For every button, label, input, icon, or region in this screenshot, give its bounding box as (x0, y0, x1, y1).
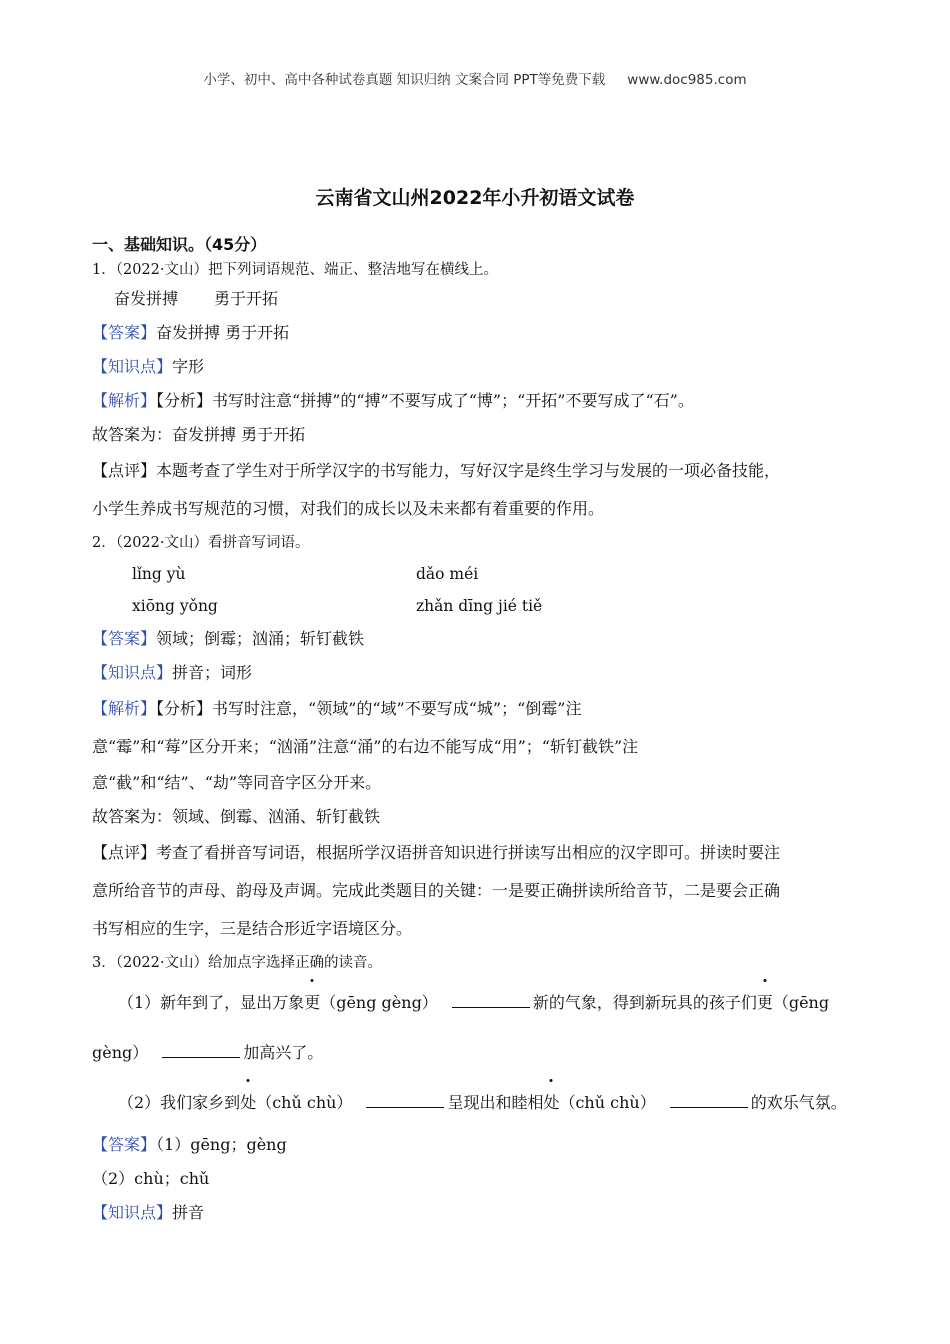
analysis-tag: 【解析】 (92, 391, 157, 410)
pinyin-options: （gēng gèng） (320, 993, 438, 1012)
dotted-char: 处 (240, 1078, 256, 1128)
comment-text: 考查了看拼音写词语，根据所学汉语拼音知识进行拼读写出相应的汉字即可。拼读时要注 (156, 843, 781, 862)
question-1-words (92, 282, 852, 316)
answer-text: （1）gēng；gèng (156, 1135, 287, 1154)
question-3-answer-cont: （2）chù；chǔ (92, 1169, 210, 1188)
word-1: 奋发拼搏 (114, 289, 179, 308)
pinyin-row-1 (92, 558, 852, 590)
answer-blank[interactable] (366, 1091, 444, 1108)
sentence-text: 呈现出和睦相 (447, 1093, 544, 1112)
question-1-answer (92, 316, 852, 350)
question-1-comment-cont: 小学生养成书写规范的习惯，对我们的成长以及未来都有着重要的作用。 (92, 499, 605, 518)
pinyin-1: lǐng yù (132, 565, 186, 583)
knowledge-text: 拼音；词形 (172, 663, 253, 682)
question-2-comment (92, 834, 852, 872)
answer-text: 奋发拼搏 勇于开拓 (156, 323, 290, 342)
answer-blank[interactable] (162, 1041, 240, 1058)
page-header (0, 68, 950, 88)
question-3-knowledge (92, 1196, 852, 1230)
analysis-text: 【分析】书写时注意，“领域”的“域”不要写成“城”；“倒霉”注 (156, 699, 582, 718)
word-2: 勇于开拓 (214, 289, 279, 308)
pinyin-options: （gēng (772, 993, 830, 1012)
document-body (92, 232, 852, 1230)
answer-blank[interactable] (452, 991, 530, 1008)
sentence-text: 的欢乐气氛。 (750, 1093, 847, 1112)
question-2-analysis-cont: 意“霉”和“莓”区分开来；“汹涌”注意“涌”的右边不能写成“用”；“斩钉截铁”注 (92, 737, 639, 756)
knowledge-text: 拼音 (172, 1203, 205, 1222)
question-1-analysis (92, 384, 852, 418)
question-3-sentence-2 (92, 1078, 852, 1128)
question-1-knowledge (92, 350, 852, 384)
answer-tag: 【答案】 (92, 1135, 157, 1154)
question-2-conclusion: 故答案为：领域、倒霉、汹涌、斩钉截铁 (92, 807, 381, 826)
answer-tag: 【答案】 (92, 323, 157, 342)
question-3-stem: 3．（2022·文山）给加点字选择正确的读音。 (92, 955, 382, 971)
comment-tag: 【点评】 (92, 843, 157, 862)
answer-tag: 【答案】 (92, 629, 157, 648)
answer-text: 领域；倒霉；汹涌；斩钉截铁 (156, 629, 365, 648)
dotted-char: 更 (757, 978, 773, 1028)
question-2-comment-cont: 意所给音节的声母、韵母及声调。完成此类题目的关键：一是要正确拼读所给音节，二是要会正确 (92, 881, 781, 900)
question-1-comment (92, 452, 852, 490)
pinyin-3: xiōng yǒng (132, 597, 218, 615)
comment-tag: 【点评】 (92, 461, 157, 480)
sentence-text: 加高兴了。 (243, 1043, 324, 1062)
pinyin-options: （chǔ chù） (256, 1093, 353, 1112)
question-2-knowledge (92, 656, 852, 690)
section-heading: 一、基础知识。（45分） (92, 235, 267, 254)
sentence-text: （2）我们家乡到 (118, 1093, 241, 1112)
pinyin-row-2 (92, 590, 852, 622)
question-2-analysis (92, 690, 852, 728)
question-3-sentence-1-cont (92, 1028, 852, 1078)
sentence-text: （1）新年到了，显出万象 (118, 993, 305, 1012)
pinyin-options: gèng） (92, 1043, 149, 1062)
knowledge-tag: 【知识点】 (92, 1203, 173, 1222)
dotted-char: 更 (304, 978, 320, 1028)
pinyin-2: dǎo méi (416, 565, 479, 583)
pinyin-options: （chǔ chù） (559, 1093, 656, 1112)
header-url[interactable]: www.doc985.com (627, 72, 747, 88)
analysis-text: 【分析】书写时注意“拼搏”的“搏”不要写成了“博”；“开拓”不要写成了“石”。 (156, 391, 694, 410)
sentence-text: 新的气象，得到新玩具的孩子们 (532, 993, 757, 1012)
page-title: 云南省文山州2022年小升初语文试卷 (315, 187, 635, 209)
knowledge-tag: 【知识点】 (92, 357, 173, 376)
question-2-stem: 2．（2022·文山）看拼音写词语。 (92, 535, 310, 551)
knowledge-tag: 【知识点】 (92, 663, 173, 682)
header-text: 小学、初中、高中各种试卷真题 知识归纳 文案合同 PPT等免费下载 (203, 72, 606, 88)
question-3-sentence-1 (92, 978, 852, 1028)
question-1-conclusion: 故答案为：奋发拼搏 勇于开拓 (92, 425, 306, 444)
answer-blank[interactable] (670, 1091, 748, 1108)
pinyin-4: zhǎn dīng jié tiě (416, 597, 543, 615)
question-2-comment-cont2: 书写相应的生字，三是结合形近字语境区分。 (92, 919, 413, 938)
knowledge-text: 字形 (172, 357, 205, 376)
comment-text: 本题考查了学生对于所学汉字的书写能力，写好汉字是终生学习与发展的一项必备技能， (156, 461, 781, 480)
question-3-answer (92, 1128, 852, 1162)
question-1-stem: 1．（2022·文山）把下列词语规范、端正、整洁地写在横线上。 (92, 262, 498, 278)
analysis-tag: 【解析】 (92, 699, 157, 718)
question-2-analysis-cont2: 意“截”和“结”、“劫”等同音字区分开来。 (92, 773, 382, 792)
question-2-answer (92, 622, 852, 656)
dotted-char: 处 (543, 1078, 559, 1128)
